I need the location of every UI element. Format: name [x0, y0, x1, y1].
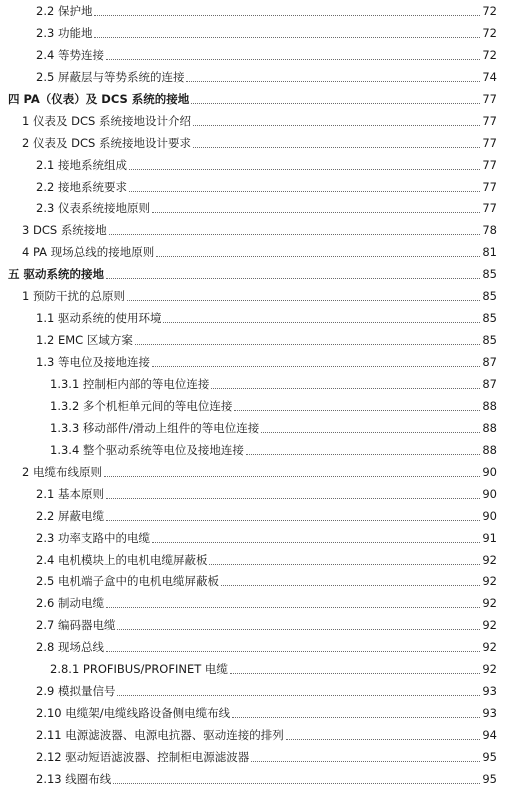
toc-entry[interactable]: [0, 571, 505, 591]
toc-page-number: 77: [481, 111, 497, 131]
toc-entry-title: 2 电缆布线原则: [22, 462, 103, 482]
toc-dot-leader: [232, 717, 480, 718]
toc-entry-title: 1.2 EMC 区域方案: [36, 330, 134, 350]
toc-dot-leader: [117, 695, 480, 696]
toc-page-number: 88: [481, 440, 497, 460]
toc-dot-leader: [156, 256, 480, 257]
toc-entry[interactable]: [0, 506, 505, 526]
toc-dot-leader: [94, 37, 480, 38]
toc-dot-leader: [109, 234, 480, 235]
toc-page-number: 74: [481, 67, 497, 87]
toc-entry[interactable]: [0, 1, 505, 21]
toc-entry[interactable]: [0, 308, 505, 328]
toc-entry-title: 2.12 驱动短语滤波器、控制柜电源滤波器: [36, 747, 250, 767]
toc-entry-title: 1.3.4 整个驱动系统等电位及接地连接: [50, 440, 245, 460]
toc-entry[interactable]: [0, 659, 505, 679]
toc-entry-title: 2.2 接地系统要求: [36, 177, 128, 197]
toc-page-number: 77: [481, 155, 497, 175]
toc-dot-leader: [221, 585, 480, 586]
toc-page-number: 90: [481, 506, 497, 526]
toc-entry-title: 2.4 电机模块上的电机电缆屏蔽板: [36, 550, 208, 570]
toc-entry-title: 1.1 驱动系统的使用环境: [36, 308, 162, 328]
toc-entry[interactable]: [0, 769, 505, 789]
toc-entry-title: 四 PA（仪表）及 DCS 系统的接地: [8, 89, 190, 109]
toc-dot-leader: [286, 739, 480, 740]
toc-dot-leader: [152, 366, 480, 367]
toc-dot-leader: [193, 147, 480, 148]
toc-dot-leader: [106, 607, 480, 608]
toc-page-number: 78: [481, 220, 497, 240]
toc-entry[interactable]: [0, 462, 505, 482]
toc-entry[interactable]: [0, 330, 505, 350]
toc-page-number: 92: [481, 593, 497, 613]
toc-dot-leader: [211, 388, 480, 389]
toc-entry[interactable]: [0, 374, 505, 394]
toc-page-number: 92: [481, 637, 497, 657]
toc-entry[interactable]: [0, 352, 505, 372]
toc-page-number: 92: [481, 550, 497, 570]
toc-page-number: 92: [481, 571, 497, 591]
toc-page-number: 95: [481, 747, 497, 767]
toc-page-number: 77: [481, 89, 497, 109]
toc-page-number: 88: [481, 418, 497, 438]
toc-entry[interactable]: [0, 45, 505, 65]
toc-page-number: 77: [481, 198, 497, 218]
toc-entry-title: 2.3 仪表系统接地原则: [36, 198, 151, 218]
toc-page-number: 85: [481, 308, 497, 328]
toc-entry[interactable]: [0, 286, 505, 306]
toc-entry[interactable]: [0, 747, 505, 767]
toc-dot-leader: [209, 564, 480, 565]
toc-dot-leader: [186, 81, 480, 82]
toc-entry-title: 1.3 等电位及接地连接: [36, 352, 151, 372]
toc-entry-title: 2.3 功能地: [36, 23, 93, 43]
toc-entry-title: 2 仪表及 DCS 系统接地设计要求: [22, 133, 192, 153]
toc-entry[interactable]: [0, 681, 505, 701]
toc-page-number: 81: [481, 242, 497, 262]
toc-entry-title: 2.2 屏蔽电缆: [36, 506, 105, 526]
toc-dot-leader: [135, 344, 480, 345]
toc-entry[interactable]: [0, 396, 505, 416]
toc-entry-title: 2.5 电机端子盒中的电机电缆屏蔽板: [36, 571, 220, 591]
toc-dot-leader: [246, 454, 480, 455]
toc-dot-leader: [117, 629, 480, 630]
toc-entry-title: 2.7 编码器电缆: [36, 615, 116, 635]
toc-entry-title: 1.3.1 控制柜内部的等电位连接: [50, 374, 210, 394]
toc-entry[interactable]: [0, 418, 505, 438]
toc-entry-title: 2.9 模拟量信号: [36, 681, 116, 701]
toc-dot-leader: [104, 476, 480, 477]
toc-page-number: 72: [481, 1, 497, 21]
toc-entry[interactable]: [0, 484, 505, 504]
toc-entry[interactable]: [0, 89, 505, 109]
toc-page-number: 72: [481, 45, 497, 65]
toc-entry[interactable]: [0, 23, 505, 43]
toc-entry[interactable]: [0, 440, 505, 460]
toc-entry[interactable]: [0, 615, 505, 635]
toc-entry[interactable]: [0, 133, 505, 153]
toc-entry[interactable]: [0, 528, 505, 548]
toc-page-number: 93: [481, 703, 497, 723]
toc-page-number: 85: [481, 330, 497, 350]
toc-page-number: 93: [481, 681, 497, 701]
toc-dot-leader: [251, 761, 480, 762]
toc-entry[interactable]: [0, 703, 505, 723]
toc-entry-title: 1.3.2 多个机柜单元间的等电位连接: [50, 396, 233, 416]
toc-entry-title: 2.5 屏蔽层与等势系统的连接: [36, 67, 185, 87]
toc-dot-leader: [193, 125, 480, 126]
toc-entry-title: 1 仪表及 DCS 系统接地设计介绍: [22, 111, 192, 131]
toc-entry[interactable]: [0, 177, 505, 197]
toc-dot-leader: [163, 322, 480, 323]
toc-entry[interactable]: [0, 67, 505, 87]
toc-entry[interactable]: [0, 725, 505, 745]
toc-page-number: 90: [481, 462, 497, 482]
toc-entry-title: 2.3 功率支路中的电缆: [36, 528, 151, 548]
toc-page-number: 87: [481, 374, 497, 394]
toc-page-number: 77: [481, 133, 497, 153]
toc-entry-title: 2.8.1 PROFIBUS/PROFINET 电缆: [50, 659, 229, 679]
toc-page-number: 92: [481, 659, 497, 679]
toc-page-number: 94: [481, 725, 497, 745]
toc-entry-title: 2.1 接地系统组成: [36, 155, 128, 175]
toc-dot-leader: [129, 169, 480, 170]
toc-entry[interactable]: [0, 593, 505, 613]
toc-entry-title: 2.11 电源滤波器、电源电抗器、驱动连接的排列: [36, 725, 285, 745]
toc-dot-leader: [106, 651, 480, 652]
toc-entry-title: 2.13 线圈布线: [36, 769, 112, 789]
toc-entry[interactable]: [0, 198, 505, 218]
toc-entry[interactable]: [0, 550, 505, 570]
toc-entry[interactable]: [0, 637, 505, 657]
toc-dot-leader: [152, 542, 480, 543]
toc-entry[interactable]: [0, 111, 505, 131]
toc-page-number: 77: [481, 177, 497, 197]
toc-page-number: 91: [481, 528, 497, 548]
toc-dot-leader: [106, 59, 480, 60]
toc-dot-leader: [152, 212, 480, 213]
toc-entry[interactable]: [0, 155, 505, 175]
toc-entry-title: 3 DCS 系统接地: [22, 220, 108, 240]
toc-entry-title: 2.6 制动电缆: [36, 593, 105, 613]
toc-dot-leader: [234, 410, 480, 411]
toc-entry[interactable]: [0, 264, 505, 284]
toc-entry-title: 五 驱动系统的接地: [8, 264, 105, 284]
toc-dot-leader: [106, 278, 480, 279]
toc-dot-leader: [94, 15, 480, 16]
toc-dot-leader: [106, 498, 480, 499]
toc-page-number: 72: [481, 23, 497, 43]
toc-page-number: 87: [481, 352, 497, 372]
toc-page-number: 85: [481, 264, 497, 284]
toc-page-number: 90: [481, 484, 497, 504]
toc-page-number: 85: [481, 286, 497, 306]
toc-page-number: 88: [481, 396, 497, 416]
toc-page-number: 95: [481, 769, 497, 789]
toc-dot-leader: [129, 191, 480, 192]
toc-dot-leader: [261, 432, 480, 433]
toc-entry-title: 4 PA 现场总线的接地原则: [22, 242, 155, 262]
toc-dot-leader: [127, 300, 480, 301]
toc-entry-title: 2.2 保护地: [36, 1, 93, 21]
toc-entry-title: 2.10 电缆架/电缆线路设备侧电缆布线: [36, 703, 231, 723]
toc-entry[interactable]: [0, 220, 505, 240]
toc-page-number: 92: [481, 615, 497, 635]
toc-entry-title: 1.3.3 移动部件/滑动上组件的等电位连接: [50, 418, 260, 438]
toc-dot-leader: [106, 520, 480, 521]
toc-entry-title: 1 预防干扰的总原则: [22, 286, 126, 306]
toc-entry-title: 2.8 现场总线: [36, 637, 105, 657]
toc-entry-title: 2.1 基本原则: [36, 484, 105, 504]
toc-dot-leader: [191, 103, 480, 104]
toc-entry[interactable]: [0, 242, 505, 262]
toc-entry-title: 2.4 等势连接: [36, 45, 105, 65]
toc-dot-leader: [230, 673, 480, 674]
